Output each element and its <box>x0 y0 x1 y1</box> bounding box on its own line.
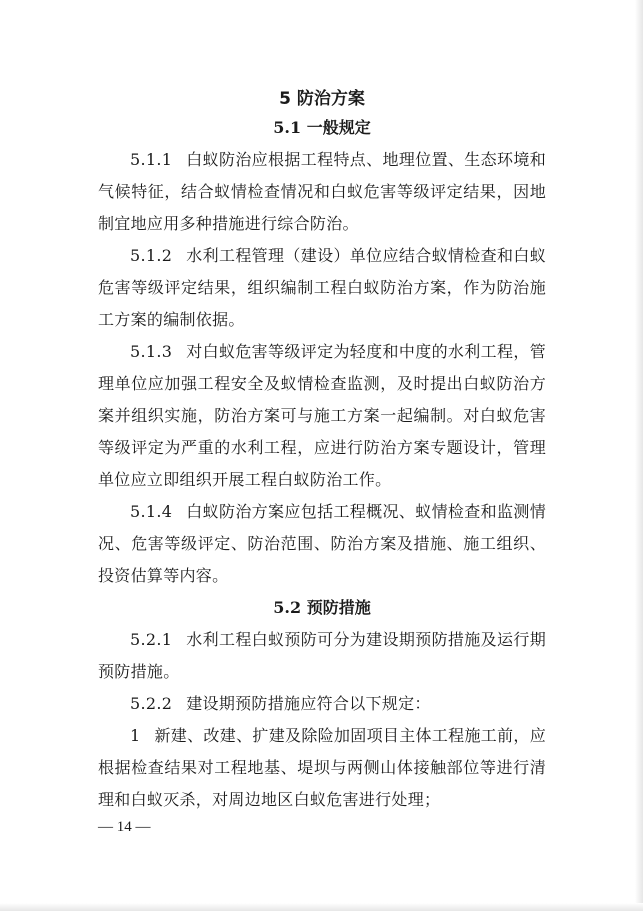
clause-5-1-4 <box>98 496 546 592</box>
clause-5-1-1 <box>98 144 546 240</box>
clause-text: 水利工程管理（建设）单位应结合蚁情检查和白蚁危害等级评定结果，组织编制工程白蚁防治方案，作为防治施工方案的编制依据。 <box>98 246 546 329</box>
page-edge-shadow-bottom <box>0 903 643 911</box>
clause-number: 5.1.1 <box>130 150 173 169</box>
clause-5-2-2 <box>98 688 546 720</box>
clause-text: 水利工程白蚁预防可分为建设期预防措施及运行期预防措施。 <box>98 630 546 681</box>
chapter-title: 5 防治方案 <box>279 89 365 109</box>
section-title-5-1: 5.1 一般规定 <box>273 118 371 137</box>
clause-5-2-1 <box>98 624 546 688</box>
page-edge-shadow-right <box>635 0 643 911</box>
clause-number: 5.2.2 <box>130 694 173 713</box>
clause-text: 建设期预防措施应符合以下规定： <box>186 694 431 713</box>
clause-text: 对白蚁危害等级评定为轻度和中度的水利工程，管理单位应加强工程安全及蚁情检查监测，及时提出白蚁防治方案并组织实施，防治方案可与施工方案一起编制。对白蚁危害等级评定为严重的水利工程，应进行防治方案专题设计，管理单位应立即组织开展工程白蚁防治工作。 <box>98 342 546 489</box>
item-text: 新建、改建、扩建及除险加固项目主体工程施工前，应根据检查结果对工程地基、堤坝与两侧山体接触部位等进行清理和白蚁灭杀，对周边地区白蚁危害进行处理； <box>98 726 546 809</box>
page-number: — 14 — <box>98 819 151 835</box>
clause-5-1-2 <box>98 240 546 336</box>
clause-5-2-2-item-1 <box>98 720 546 816</box>
clause-text: 白蚁防治方案应包括工程概况、蚁情检查和监测情况、危害等级评定、防治范围、防治方案及措施、施工组织、投资估算等内容。 <box>98 502 546 585</box>
clause-number: 5.2.1 <box>130 630 173 649</box>
clause-text: 白蚁防治应根据工程特点、地理位置、生态环境和气候特征，结合蚁情检查情况和白蚁危害等级评定结果，因地制宜地应用多种措施进行综合防治。 <box>98 150 546 233</box>
item-number: 1 <box>130 726 141 745</box>
clause-number: 5.1.3 <box>130 342 173 361</box>
page-body <box>98 86 546 816</box>
clause-5-1-3 <box>98 336 546 496</box>
clause-number: 5.1.4 <box>130 502 173 521</box>
section-title-5-2: 5.2 预防措施 <box>273 598 371 617</box>
clause-number: 5.1.2 <box>130 246 173 265</box>
